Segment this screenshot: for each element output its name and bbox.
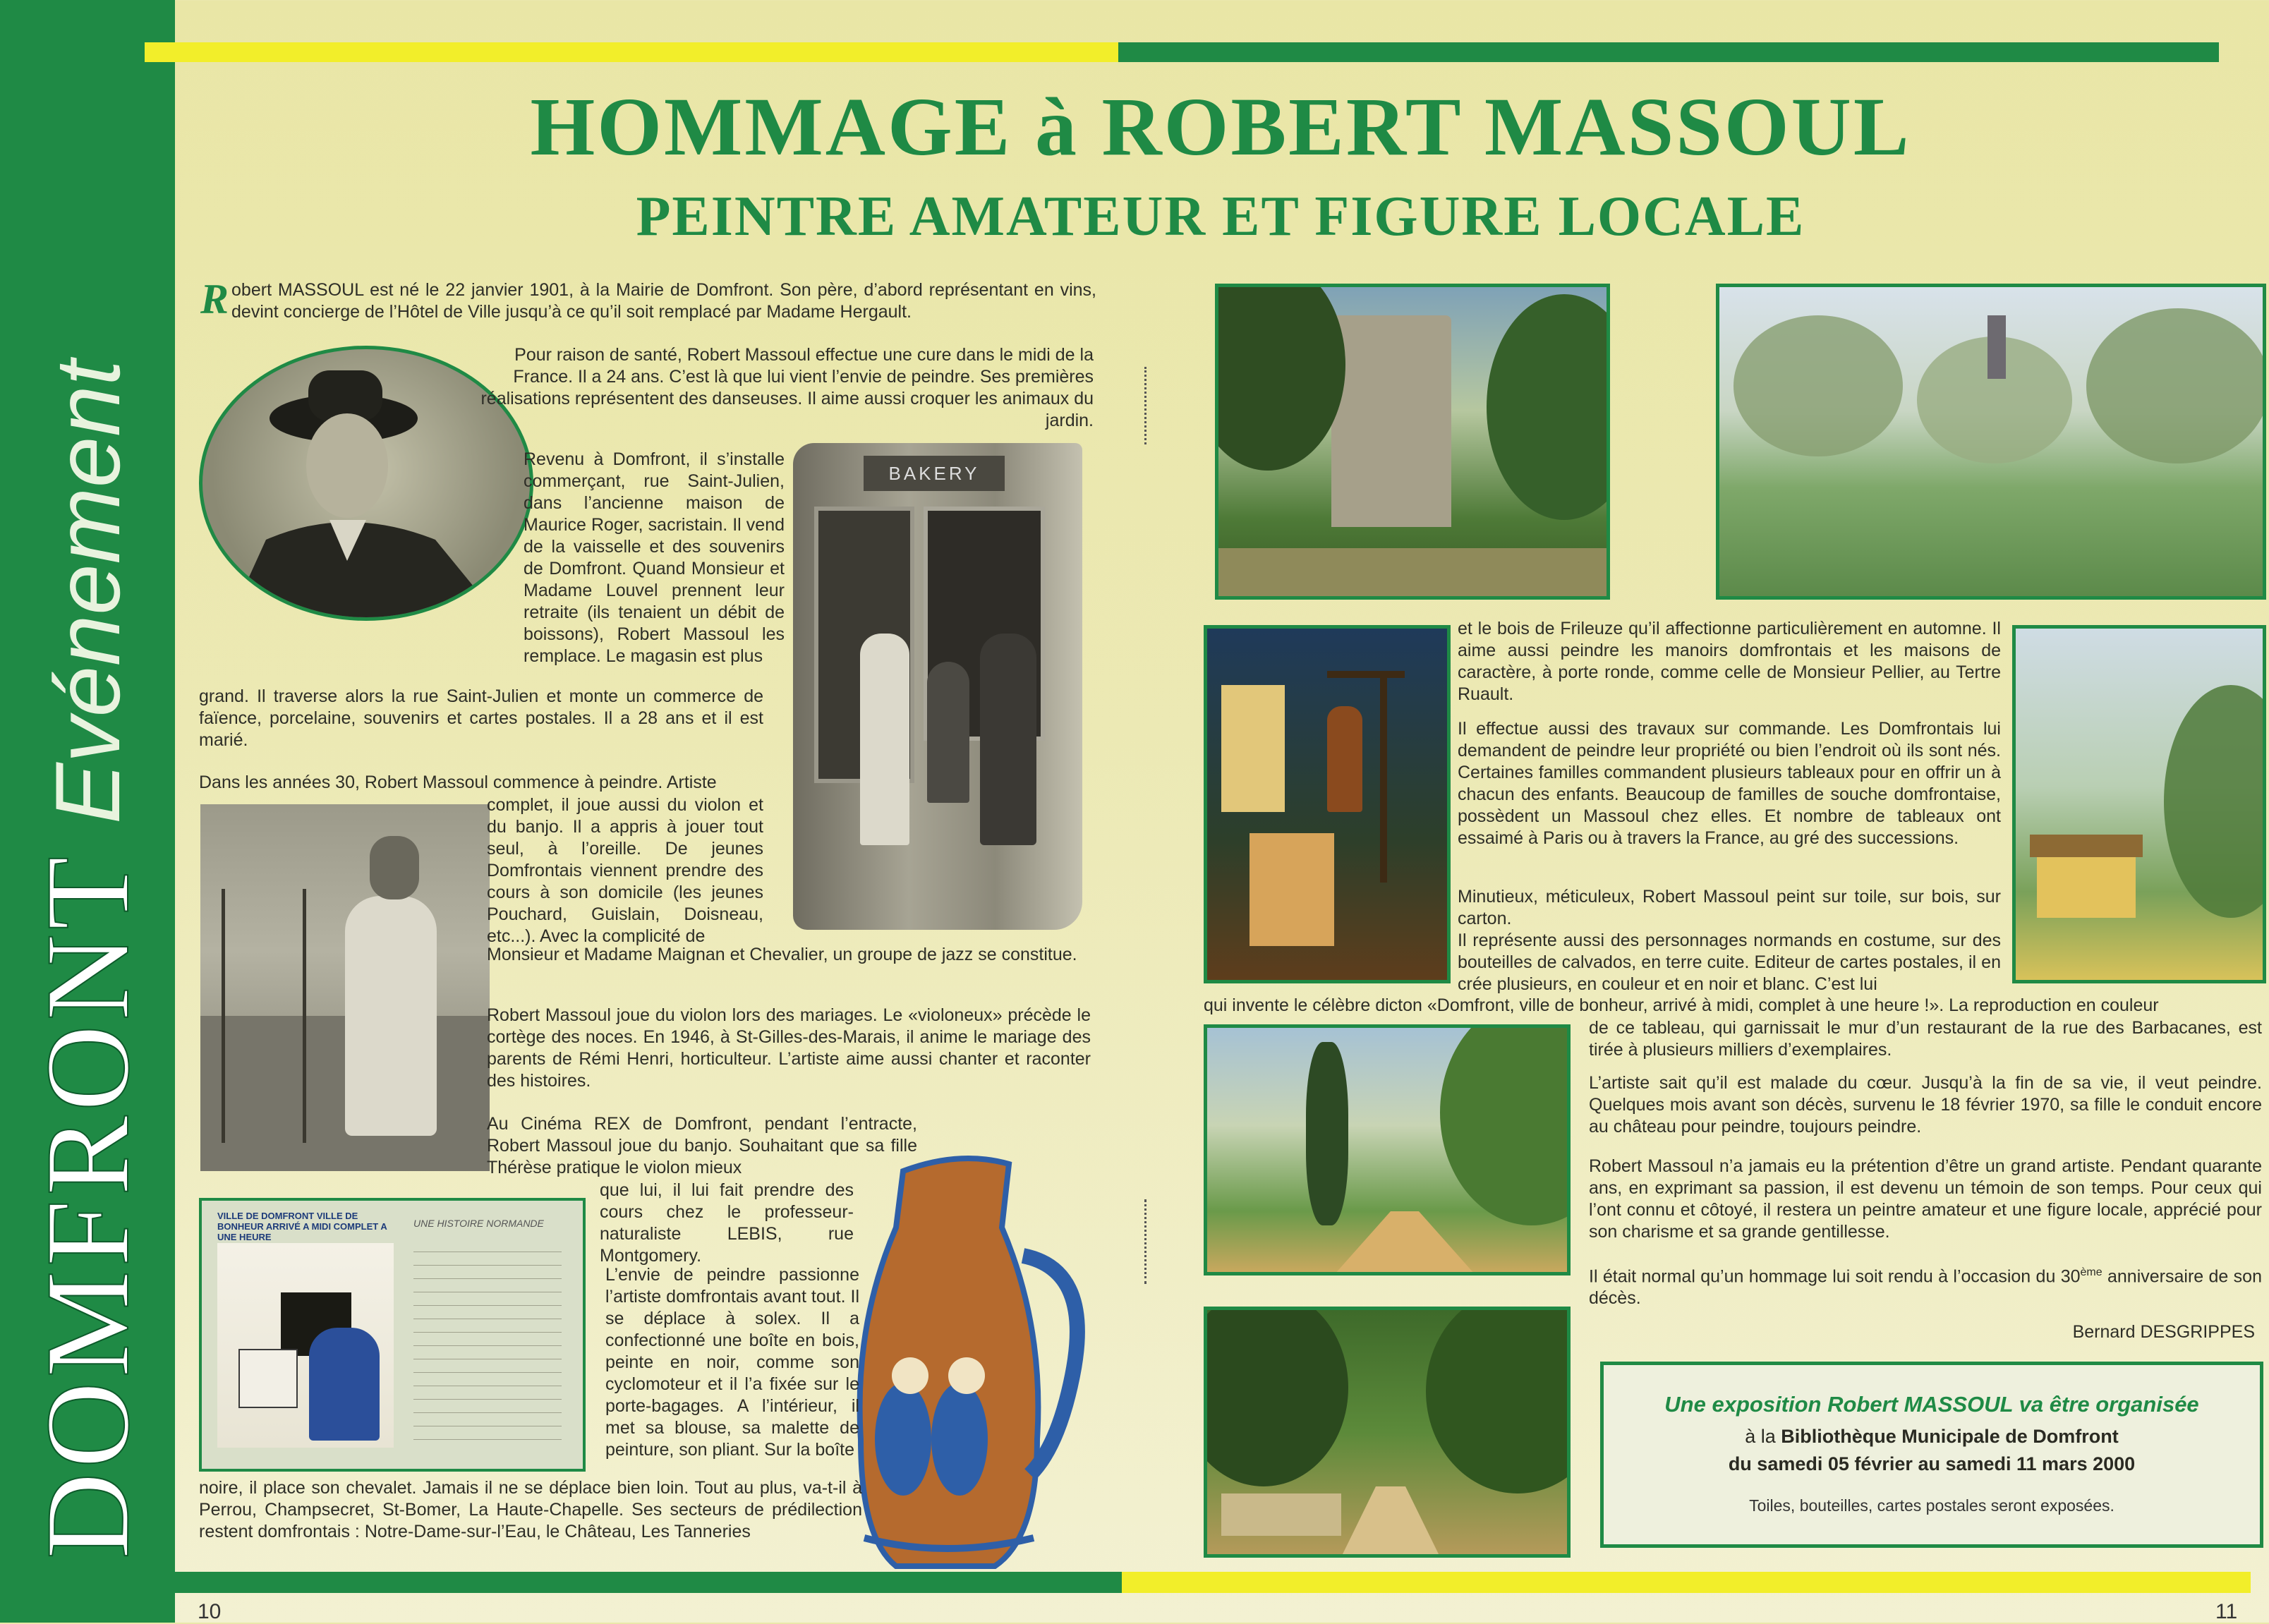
jug-image xyxy=(833,1143,1101,1580)
right-paragraph-7 xyxy=(1589,1261,2262,1309)
expo-title: Une exposition Robert MASSOUL va être organisée xyxy=(1664,1392,2199,1417)
shop-person-man xyxy=(860,634,909,845)
house-tree xyxy=(2164,685,2266,918)
intro-text: obert MASSOUL est né le 22 janvier 1901, à la Mairie de Domfront. Son père, d’abord représentant en vins, devint concierge de l’Hôtel de Ville jusqu’à ce qu’il soit remplacé par Madame Hergault. xyxy=(231,280,1096,322)
right-paragraph-6: Robert Massoul n’a jamais eu la prétention d’être un grand artiste. Pendant quarante ans, en exprimant sa passion, il est devenu un témoin de son temps. Pour ceux qui l’ont connu et côtoyé, il restera un peintre amateur et une figure locale, apprécié pour son charisme et sa grande gentillesse. xyxy=(1589,1156,2262,1242)
gallows-post xyxy=(1380,671,1387,883)
left-paragraph-1: Pour raison de santé, Robert Massoul effectue une cure dans le midi de la France. Il a 24 ans. C’est là que lui vient l’envie de peindre. Ses premières réalisations représentent des danseuses. Il aime aussi croquer les animaux du jardin. xyxy=(480,345,1094,430)
right-paragraph-7-text: Il était normal qu’un hommage lui soit rendu à l’occasion du 30 xyxy=(1589,1266,2081,1287)
painting-path xyxy=(1218,548,1607,598)
intro-paragraph xyxy=(200,276,1096,323)
author: Bernard DESGRIPPES xyxy=(2072,1322,2255,1342)
shop-person-child xyxy=(927,662,969,803)
painting-road xyxy=(1204,1024,1571,1275)
left-paragraph-2a: Revenu à Domfront, il s’installe commerçant, rue Saint-Julien, dans l’ancienne maison de Maurice Roger, sacristain. Il vend de la vaisselle et des souvenirs de Domfront. Quand Monsieur et Madame Louvel prennent leur retraite (ils tenaient un débit de boissons), Robert Massoul les remplace. Le magasin est plus xyxy=(524,449,785,666)
right-paragraph-4-end: de ce tableau, qui garnissait le mur d’un restaurant de la rue des Barbacanes, est tirée à plusieurs milliers d’exemplaires. xyxy=(1589,1018,2262,1060)
right-paragraph-7-end: anniversaire de son décès. xyxy=(1589,1266,2262,1309)
postcard-table xyxy=(238,1349,298,1408)
side-domfront: DOMFRONT xyxy=(20,852,154,1559)
road-cypress xyxy=(1306,1042,1348,1225)
house-roof xyxy=(2030,835,2143,857)
page-title: HOMMAGE à ROBERT MASSOUL xyxy=(530,80,1911,173)
right-paragraph-4-wide: qui invente le célèbre dicton «Domfront, ville de bonheur, arrivé à midi, complet à une heure !». La reproduction en couleur xyxy=(1204,995,2159,1015)
left-paragraph-3a: Dans les années 30, Robert Massoul commence à peindre. Artiste xyxy=(199,772,717,792)
easel xyxy=(222,889,306,1143)
shop-sign: BAKERY xyxy=(864,456,1005,491)
postcard-image xyxy=(199,1198,586,1472)
gallows-tower xyxy=(1221,685,1285,812)
right-paragraph-4: Il représente aussi des personnages normands en costume, sur des bouteilles de calvados, en terre cuite. Editeur de cartes postales, il en crée plusieurs, en couleur et en noir et blanc. C’est lui xyxy=(1458,931,2001,994)
painting-tree-right xyxy=(1487,294,1610,520)
painter-photo xyxy=(200,804,490,1171)
forest-tree-left xyxy=(1204,1307,1348,1486)
forest-path xyxy=(1341,1486,1440,1557)
left-paragraph-4: Robert Massoul joue du violon lors des mariages. Le «violoneux» précède le cortège des noces. En 1946, à St-Gilles-des-Marais, il anime le mariage des parents de Rémi Henri, horticulteur. L’artiste aime aussi chanter et raconter des histoires. xyxy=(487,1005,1091,1091)
painting-orchard xyxy=(1716,284,2266,600)
road-tree-right xyxy=(1440,1024,1571,1225)
painting-gallows xyxy=(1204,625,1451,983)
left-paragraph-3c: Monsieur et Madame Maignan et Chevalier, un groupe de jazz se constitue. xyxy=(487,945,1077,964)
page-number-left: 10 xyxy=(198,1600,222,1623)
expo-dates: du samedi 05 février au samedi 11 mars 2000 xyxy=(1728,1453,2136,1474)
top-stripe-green xyxy=(1118,42,2219,62)
exhibition-box xyxy=(1600,1362,2263,1548)
postcard-picture xyxy=(217,1243,394,1448)
gallows-beam xyxy=(1327,671,1405,678)
expo-line-1-prefix: à la xyxy=(1745,1426,1781,1447)
orchard-tree-1 xyxy=(1733,315,1903,456)
bottom-stripe-yellow xyxy=(1122,1572,2251,1593)
gutter-mark-top xyxy=(1144,367,1149,444)
side-evenement: Evénement xyxy=(36,360,139,824)
orchard-church-spire xyxy=(1987,315,2006,379)
right-paragraph-7-sup: ème xyxy=(2080,1266,2102,1278)
forest-tree-right xyxy=(1426,1307,1571,1493)
expo-note: Toiles, bouteilles, cartes postales seront exposées. xyxy=(1749,1496,2114,1515)
left-paragraph-2b: grand. Il traverse alors la rue Saint-Julien et monte un commerce de faïence, porcelaine, souvenirs et cartes postales. Il a 28 ans et il est marié. xyxy=(199,686,763,750)
painter-figure xyxy=(345,896,437,1136)
painting-castle-ruins xyxy=(1215,284,1610,600)
right-paragraph-3: Minutieux, méticuleux, Robert Massoul peint sur toile, sur bois, sur carton. xyxy=(1458,887,2001,928)
top-stripe-yellow xyxy=(145,42,1118,62)
postcard-story-title: UNE HISTOIRE NORMANDE xyxy=(413,1218,544,1229)
page-number-right: 11 xyxy=(2215,1600,2238,1623)
painter-head xyxy=(370,836,419,899)
left-paragraph-3b: complet, il joue aussi du violon et du banjo. Il a appris à jouer tout seul, à l’oreille. De jeunes Domfrontais viennent prendre des cours à son domicile (les jeunes Pouchard, Guislain, Doisneau, etc...). Avec la complicité de xyxy=(487,795,763,946)
house-body xyxy=(2037,854,2136,918)
castle-tower xyxy=(1331,315,1451,527)
expo-venue: Bibliothèque Municipale de Domfront xyxy=(1781,1426,2119,1447)
side-title xyxy=(0,14,175,1566)
drop-cap: R xyxy=(200,276,229,322)
left-paragraph-6: L’envie de peindre passionne l’artiste domfrontais avant tout. Il se déplace à solex. Il a confectionné une boîte en bois, peinte en noir, comme son cyclomoteur et il l’a fixée sur le porte-bagages. A l’intérieur, il met sa blouse, sa malette de peinture, son pliant. Sur la boîte xyxy=(605,1265,859,1460)
painting-tree-left xyxy=(1215,284,1345,471)
page-subtitle: PEINTRE AMATEUR ET FIGURE LOCALE xyxy=(636,186,1805,248)
forest-wall xyxy=(1221,1493,1341,1536)
painting-house xyxy=(2012,625,2266,983)
left-paragraph-5b: que lui, il lui fait prendre des cours chez le professeur-naturaliste LEBIS, rue Montgomery. xyxy=(600,1180,854,1266)
postcard-figure-blue xyxy=(309,1328,380,1441)
gutter-mark-bottom xyxy=(1144,1199,1149,1284)
postcard-handwriting xyxy=(413,1239,562,1443)
right-paragraph-2: Il effectue aussi des travaux sur commande. Les Domfrontais lui demandent de peindre leur propriété ou bien l’endroit où ils sont nés. Certaines familles commandent plusieurs tableaux pour en offrir un à chacun des enfants. Beaucoup de familles de souche domfrontaise, possèdent un Massoul chez elles. Et nombre de tableaux ont essaimé à Paris ou à travers la France, au gré des successions. xyxy=(1458,719,2001,848)
postcard-title: VILLE DE DOMFRONT VILLE DE BONHEUR ARRIVÉ A MIDI COMPLET A UNE HEURE xyxy=(217,1211,387,1242)
jug-drawing xyxy=(833,1143,1101,1580)
right-paragraph-1: et le bois de Frileuze qu’il affectionne particulièrement en automne. Il aime aussi peindre les manoirs domfrontais et les maisons de caractère, à porte ronde, comme celle de Monsieur Pellier, au Tertre Ruault. xyxy=(1458,619,2001,704)
expo-line-1 xyxy=(1604,1426,2260,1448)
orchard-tree-3 xyxy=(2086,308,2266,463)
road-path xyxy=(1334,1211,1475,1275)
painting-forest-avenue xyxy=(1204,1307,1571,1558)
left-paragraph-7: noire, il place son chevalet. Jamais il ne se déplace bien loin. Tout au plus, va-t-il à Perrou, Champsecret, St-Bomer, La Haute-Chapelle. Ses secteurs de prédilection restent domfrontais : Notre-Dame-sur-l’Eau, le Château, Les Tanneries xyxy=(199,1478,862,1541)
right-paragraph-5: L’artiste sait qu’il est malade du cœur. Jusqu’à la fin de sa vie, il veut peindre. Quelques mois avant son décès, survenu le 18 février 1970, sa fille le conduit encore au château pour peindre, toujours peindre. xyxy=(1589,1073,2262,1137)
gallows-chapel xyxy=(1250,833,1334,946)
shop-person-woman xyxy=(980,634,1036,845)
left-paragraph-5a: Au Cinéma REX de Domfront, pendant l’entracte, Robert Massoul joue du banjo. Souhaitant que sa fille Thérèse pratique le violon mieux xyxy=(487,1114,917,1177)
shop-photo xyxy=(793,443,1082,930)
gallows-figure xyxy=(1327,706,1362,812)
